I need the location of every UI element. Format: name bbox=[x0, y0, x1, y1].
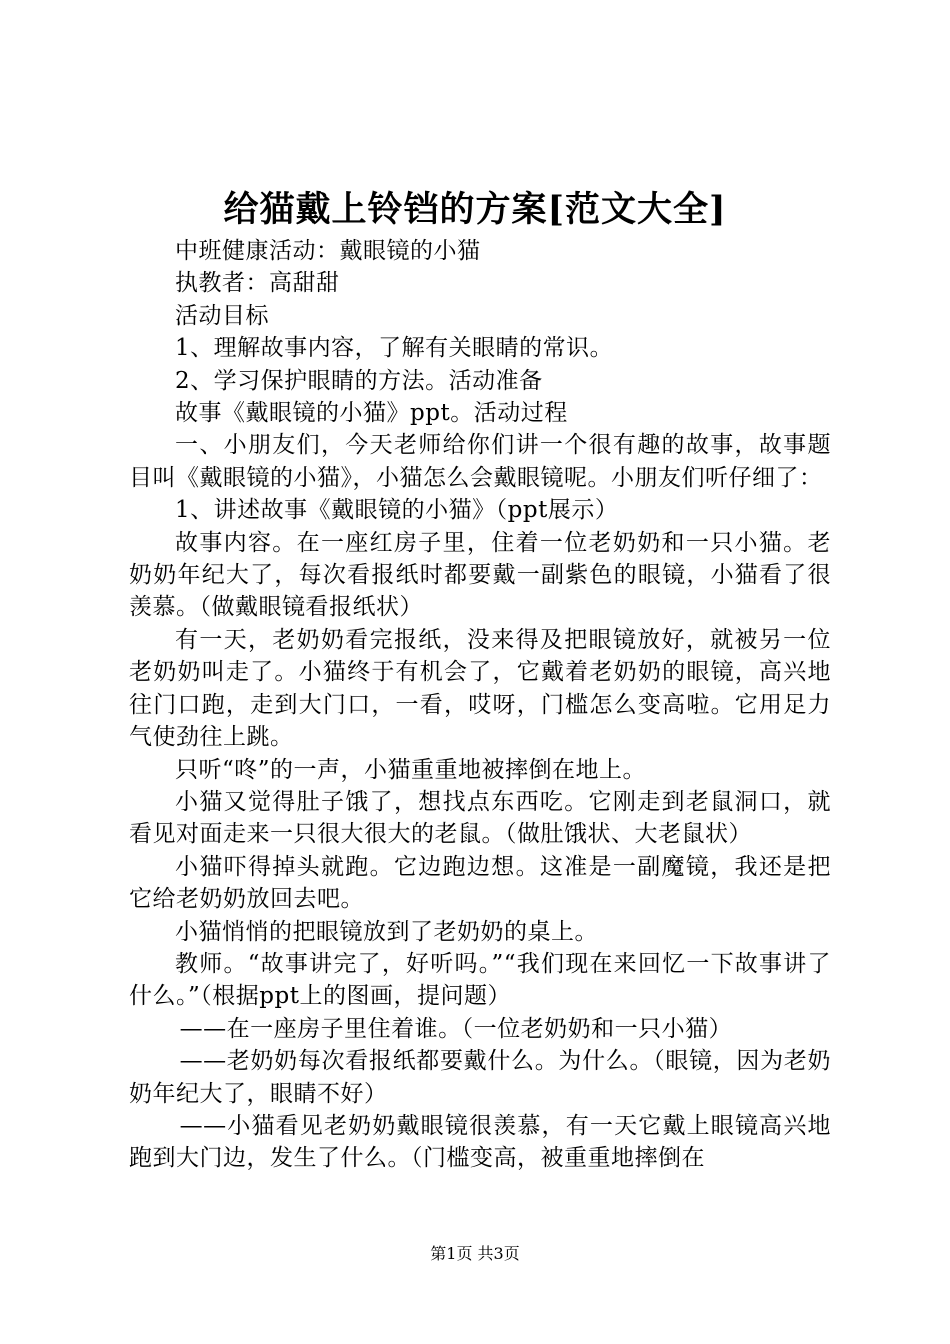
paragraph: 只听“咚”的一声，小猫重重地被摔倒在地上。 bbox=[175, 756, 647, 783]
paragraph: 小猫悄悄的把眼镜放到了老奶奶的桌上。 bbox=[175, 918, 598, 945]
paragraph: 执教者：高甜甜 bbox=[175, 270, 340, 297]
page-footer: 第1页 共3页 bbox=[430, 1244, 520, 1263]
paragraph: 中班健康活动：戴眼镜的小猫 bbox=[175, 238, 481, 264]
paragraph: 1、理解故事内容，了解有关眼睛的常识。 bbox=[175, 335, 614, 362]
document-title: 给猫戴上铃铛的方案[范文大全] bbox=[223, 189, 727, 230]
paragraph: ——老奶奶每次看报纸都要戴什么。为什么。（眼镜，因为老奶奶年纪大了，眼睛不好） bbox=[129, 1048, 831, 1107]
document-body bbox=[129, 235, 831, 1175]
paragraph: ——在一座房子里住着谁。（一位老奶奶和一只小猫） bbox=[179, 1015, 733, 1042]
paragraph: 教师。“故事讲完了，好听吗。”“我们现在来回忆一下故事讲了什么。”（根据ppt上的图画，提问题） bbox=[129, 950, 831, 1010]
paragraph: 1、讲述故事《戴眼镜的小猫》（ppt展示） bbox=[175, 497, 619, 524]
paragraph: 2、学习保护眼睛的方法。活动准备 bbox=[175, 367, 543, 394]
paragraph: 小猫又觉得肚子饿了，想找点东西吃。它刚走到老鼠洞口，就看见对面走来一只很大很大的老鼠。（做肚饿状、大老鼠状） bbox=[129, 788, 831, 848]
paragraph: 活动目标 bbox=[175, 302, 269, 329]
paragraph: 小猫吓得掉头就跑。它边跑边想。这准是一副魔镜，我还是把它给老奶奶放回去吧。 bbox=[129, 853, 831, 913]
paragraph: 故事内容。在一座红房子里，住着一位老奶奶和一只小猫。老奶奶年纪大了，每次看报纸时都要戴一副紫色的眼镜，小猫看了很羡慕。（做戴眼镜看报纸状） bbox=[129, 529, 831, 621]
paragraph: 一、小朋友们，今天老师给你们讲一个很有趣的故事，故事题目叫《戴眼镜的小猫》，小猫怎么会戴眼镜呢。小朋友们听仔细了： bbox=[129, 432, 831, 491]
paragraph: ——小猫看见老奶奶戴眼镜很羡慕，有一天它戴上眼镜高兴地跑到大门边，发生了什么。（门槛变高，被重重地摔倒在 bbox=[129, 1112, 831, 1172]
paragraph: 故事《戴眼镜的小猫》ppt。活动过程 bbox=[175, 400, 568, 427]
paragraph: 有一天，老奶奶看完报纸，没来得及把眼镜放好，就被另一位老奶奶叫走了。小猫终于有机会了，它戴着老奶奶的眼镜，高兴地往门口跑，走到大门口，一看，哎呀，门槛怎么变高啦。它用足力气使劲往上跳。 bbox=[129, 626, 831, 751]
